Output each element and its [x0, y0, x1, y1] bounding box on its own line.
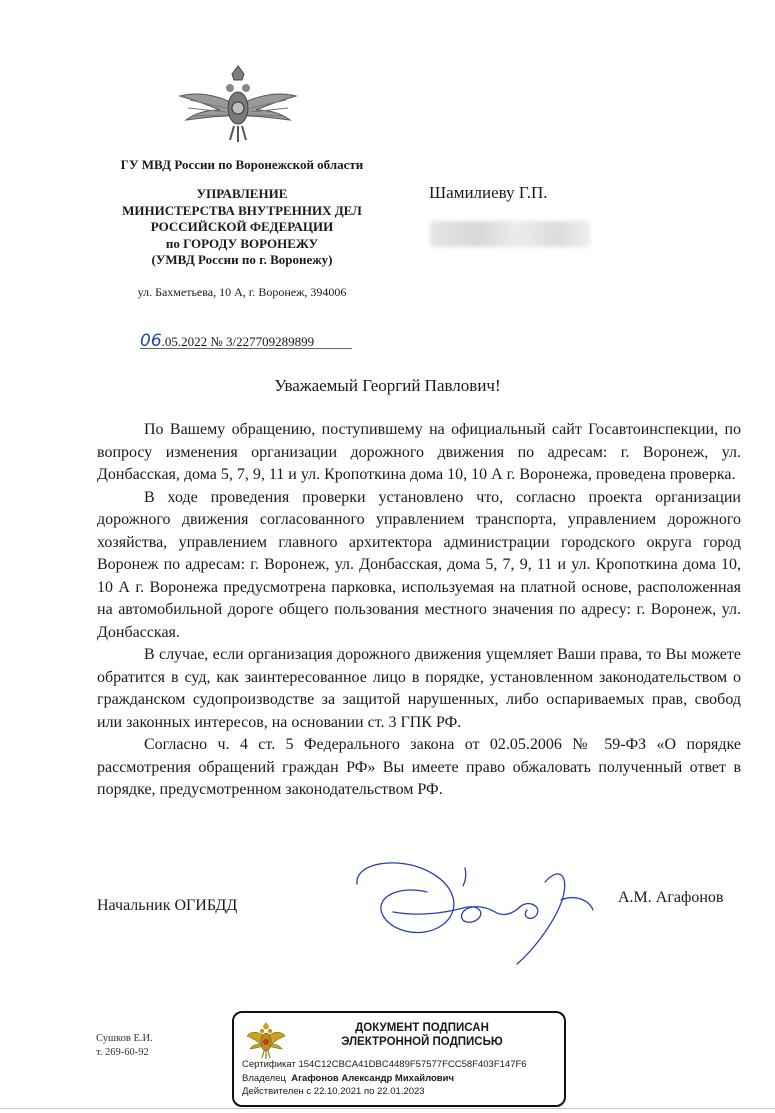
signer-position: Начальник ОГИБДД: [97, 897, 238, 914]
body-paragraph: В ходе проведения проверки установлено что, согласно проекта организации дорожного движения согласованного управлением транспорта, управлением дорожного хозяйства, управлением главного архитектора администрации городского округа город Воронеж по адресам: г. Воронеж, ул. Донбасская, дома 5, 7, 9, 11 и ул. Кропоткина дома 10, 10 А г. Воронежа предусмотрена парковка, используемая на платной основе, расположенная на автомобильной дороге общего пользования местного значения по адресу: г. Воронеж, ул. Донбасская.: [97, 488, 741, 641]
recipient-name: Шамилиеву Г.П.: [429, 183, 548, 202]
org-line: по ГОРОДУ ВОРОНЕЖУ: [165, 235, 319, 251]
signer-name: А.М. Агафонов: [618, 889, 724, 906]
stamp-title-line: ДОКУМЕНТ ПОДПИСАН: [355, 1022, 489, 1034]
outgoing-number-rest: .05.2022 № 3/227709289899: [161, 334, 315, 349]
owner-label: Владелец: [242, 1072, 286, 1084]
handwritten-day: 06: [140, 331, 162, 351]
stamp-validity-row: Действителен с 22.10.2021 по 22.01.2023: [242, 1086, 425, 1097]
certificate-label: Сертификат: [242, 1059, 296, 1070]
outgoing-underline: [140, 348, 352, 349]
stamp-owner-row: [242, 1072, 527, 1086]
stamp-title: [292, 1021, 552, 1049]
executor-info: [96, 1032, 153, 1060]
e-signature-stamp: [232, 1011, 566, 1107]
body-paragraph: По Вашему обращению, поступившему на официальный сайт Госавтоинспекции, по вопросу изменения организации дорожного движения по адресам: г. Воронеж, ул. Донбасская, дома 5, 7, 9, 11 и ул. Кропоткина дома 10, 10 А г. Воронежа, проведена проверка.: [97, 421, 741, 483]
owner-value: Агафонов Александр Михайлович: [291, 1072, 454, 1084]
redacted-recipient-address: [430, 221, 590, 247]
executor-name: Сушков Е.И.: [96, 1033, 153, 1044]
page-bottom-edge: [0, 1108, 775, 1109]
mvd-eagle-emblem-icon: [176, 64, 300, 144]
body-paragraph: В случае, если организация дорожного движения ущемляет Ваши права, то Вы можете обратится в суд, как заинтересованное лицо в порядке, установленном законодательством о гражданском судопроизводстве за защитой нарушенных, либо оспариваемых прав, свобод или законных интересов, на основании ст. 3 ГПК РФ.: [97, 646, 741, 731]
org-line: (УМВД России по г. Воронежу): [151, 252, 333, 267]
sender-header: [92, 157, 392, 300]
stamp-title-line: ЭЛЕКТРОННОЙ ПОДПИСЬЮ: [341, 1036, 503, 1048]
letter-body: [97, 419, 741, 802]
mvd-emblem-icon: [246, 1020, 286, 1060]
body-paragraph: Согласно ч. 4 ст. 5 Федерального закона от 02.05.2006 № 59-ФЗ «О порядке рассмотрения обращений граждан РФ» Вы имеете право обжаловать полученный ответ в порядке, предусмотренном законодательством РФ.: [97, 736, 741, 798]
greeting: Уважаемый Георгий Павлович!: [274, 376, 501, 395]
stamp-details: [242, 1058, 527, 1099]
certificate-value: 154C12CBCA41DBC4489F57577FCC58F403F147F6: [298, 1059, 527, 1070]
handwritten-signature: [345, 852, 600, 972]
org-line: РОССИЙСКОЙ ФЕДЕРАЦИИ: [150, 219, 334, 234]
stamp-certificate-row: [242, 1058, 527, 1072]
executor-phone: т. 269-60-92: [96, 1047, 149, 1058]
sender-region: ГУ МВД России по Воронежской области: [120, 157, 364, 172]
sender-organization: [92, 186, 392, 269]
org-line: МИНИСТЕРСТВА ВНУТРЕННИХ ДЕЛ: [122, 202, 362, 218]
org-line: УПРАВЛЕНИЕ: [196, 186, 288, 201]
sender-address: ул. Бахметьева, 10 А, г. Воронеж, 394006: [137, 284, 347, 299]
